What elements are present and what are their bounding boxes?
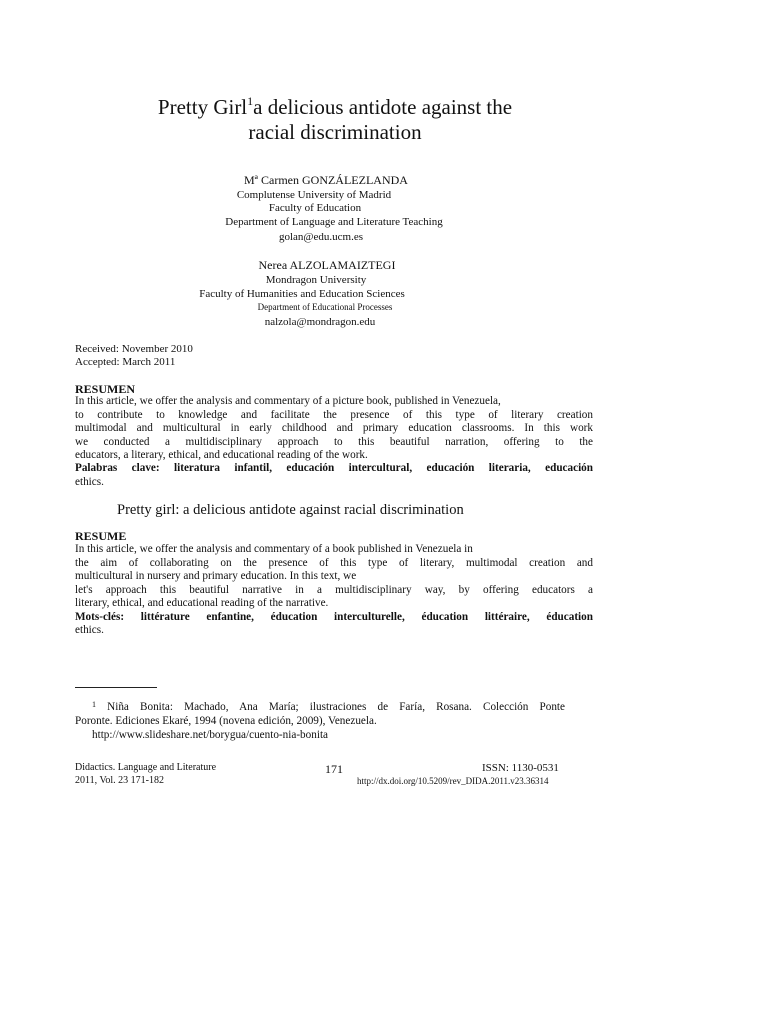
footnote-line2: Poronte. Ediciones Ekaré, 1994 (novena edición, 2009), Venezuela. (75, 715, 377, 727)
resume-line: literary, ethical, and educational reading of the narrative. (75, 597, 329, 609)
resume-line: the aim of collaborating on the presence of this type of literary, multimodal creation and (75, 556, 593, 569)
author2-faculty: Faculty of Humanities and Education Sciences (199, 288, 405, 300)
resumen-keywords: Palabras clave: literatura infantil, educación intercultural, educación literaria, educación (75, 462, 593, 474)
footer-doi: http://dx.doi.org/10.5209/rev_DIDA.2011.v23.36314 (357, 776, 549, 786)
author2-department: Department of Educational Processes (257, 302, 393, 312)
author2-name: Nerea ALZOLAMAIZTEGI (258, 258, 396, 272)
footnote-url: http://www.slideshare.net/borygua/cuento-nia-bonita (92, 729, 329, 741)
resume-keywords-cont: ethics. (75, 624, 104, 636)
resumen-keywords-cont: ethics. (75, 475, 104, 488)
resume-line: In this article, we offer the analysis and commentary of a book published in Venezuela in (75, 543, 473, 555)
author1-name: Mª Carmen GONZÁLEZLANDA (244, 173, 408, 187)
resume-keywords: Mots-clés: littérature enfantine, éducation interculturelle, éducation littéraire, éducation (75, 610, 593, 623)
accepted-date: Accepted: March 2011 (75, 356, 176, 368)
resume-line: multicultural in nursery and primary education. In this text, we (75, 570, 357, 582)
footer-page-number: 171 (325, 762, 343, 776)
footnote-line1 (92, 701, 565, 715)
author1-department: Department of Language and Literature Teaching (225, 216, 443, 228)
received-date: Received: November 2010 (75, 343, 193, 355)
paper-title-line1 (80, 95, 590, 120)
author1-university: Complutense University of Madrid (236, 189, 392, 201)
author2-university: Mondragon University (265, 274, 367, 286)
resume-line: let's approach this beautiful narrative in a multidisciplinary way, by offering educators a (75, 583, 593, 596)
resumen-line: educators, a literary, ethical, and educational reading of the work. (75, 449, 368, 461)
footer-journal: Didactics. Language and Literature (75, 762, 217, 773)
footer-issn: ISSN: 1130-0531 (482, 762, 559, 774)
title-footnote-mark: 1 (247, 94, 254, 108)
author1-email: golan@edu.ucm.es (278, 231, 364, 243)
footnote-mark: 1 (92, 700, 96, 709)
author1-faculty: Faculty of Education (268, 202, 362, 214)
resumen-line: we conducted a multidisciplinary approach to this beautiful narration, offering to the (75, 435, 593, 448)
resumen-line: multimodal and multicultural in early childhood and primary education classrooms. In this work (75, 422, 593, 434)
resumen-line: In this article, we offer the analysis and commentary of a picture book, published in Venezuela, (75, 395, 501, 407)
resumen-heading: RESUMEN (75, 382, 136, 396)
footer-volume: 2011, Vol. 23 171-182 (75, 775, 164, 786)
english-title: Pretty girl: a delicious antidote against racial discrimination (117, 502, 464, 518)
resume-heading: RESUME (75, 529, 127, 543)
footnote-separator (75, 687, 157, 688)
resumen-line: to contribute to knowledge and facilitate the presence of this type of literary creation (75, 408, 593, 421)
paper-title-line2: racial discrimination (248, 120, 422, 144)
title-text-start: Pretty Girl (157, 95, 248, 119)
title-text-end: a delicious antidote against the (253, 95, 513, 119)
footnote-text: Niña Bonita: Machado, Ana María; ilustraciones de Faría, Rosana. Colección Ponte (96, 701, 565, 713)
author2-email: nalzola@mondragon.edu (264, 316, 376, 328)
